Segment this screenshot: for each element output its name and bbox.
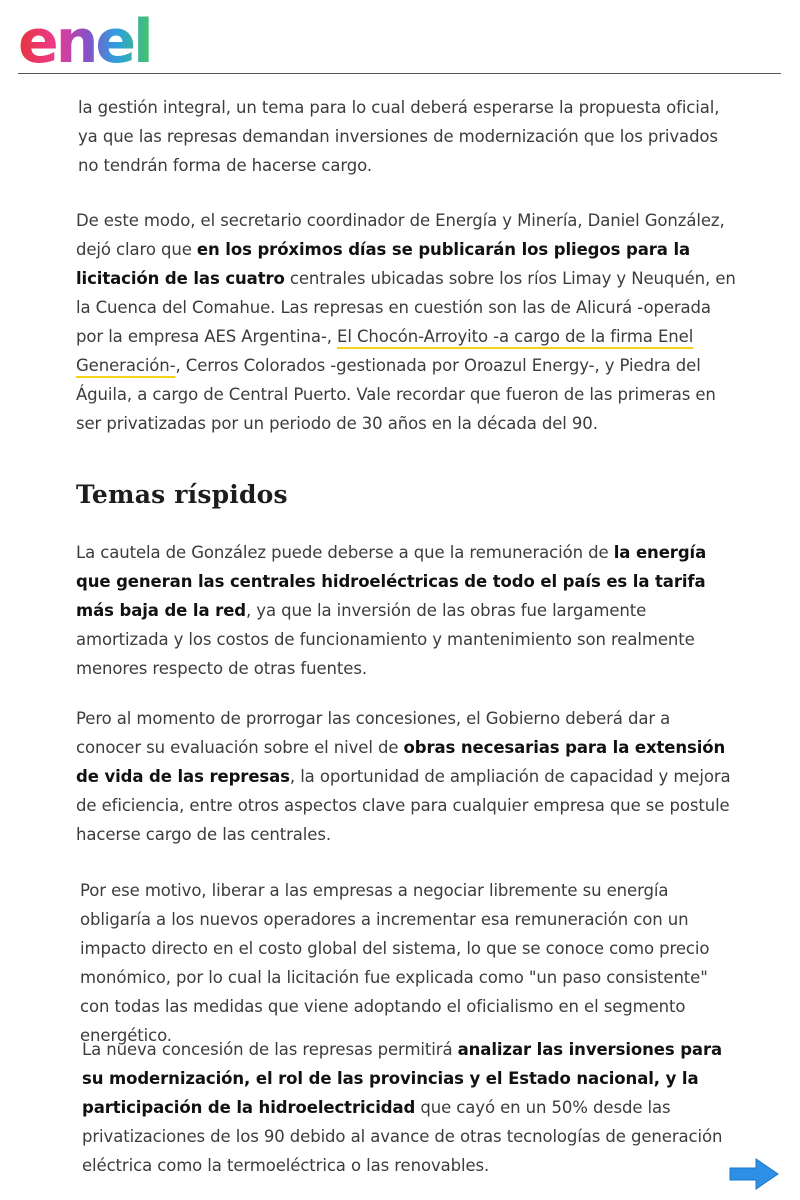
paragraph-text: La nueva concesión de las represas permitirá <box>82 1040 458 1059</box>
paragraph-text: , Cerros Colorados -gestionada por Oroazul Energy-, y Piedra del Águila, a cargo de Central Puerto. Vale recordar que fueron de las primeras en ser privatizadas por un periodo de 30 años en la década del 90. <box>76 356 716 433</box>
arrow-right-icon[interactable] <box>728 1156 780 1192</box>
paragraph-text: que cayó en un 50% desde las privatizaciones de los 90 debido al avance de otras tecnologías de generación eléctrica como la termoeléctrica o las renovables. <box>82 1098 723 1175</box>
bold-text: en los próximos días se publicarán los pliegos para la licitación de las cuatro <box>76 240 691 288</box>
header <box>0 0 800 76</box>
enel-logo[interactable] <box>16 6 172 68</box>
article-paragraph-5 <box>82 1035 746 1180</box>
article-paragraph-3 <box>76 704 736 849</box>
highlighted-text: El Chocón-Arroyito -a cargo de la firma Enel Generación- <box>76 327 694 375</box>
paragraph-text: Pero al momento de prorrogar las concesiones, el Gobierno deberá dar a conocer su evaluación sobre el nivel de <box>76 709 671 757</box>
logo-wordmark: enel <box>18 7 151 68</box>
article-paragraph-1 <box>76 206 736 438</box>
bold-text: obras necesarias para la extensión de vida de las represas <box>76 738 726 786</box>
paragraph-text: La cautela de González puede deberse a que la remuneración de <box>76 543 614 562</box>
section-heading: Temas ríspidos <box>76 480 288 509</box>
header-divider <box>18 73 781 74</box>
article-paragraph-2 <box>76 538 736 683</box>
article-paragraph-0: la gestión integral, un tema para lo cual deberá esperarse la propuesta oficial, ya que las represas demandan inversiones de modernización que los privados no tendrán forma de hacerse cargo. <box>78 98 720 175</box>
paragraph-text: , ya que la inversión de las obras fue largamente amortizada y los costos de funcionamiento y mantenimiento son realmente menores respecto de otras fuentes. <box>76 601 695 678</box>
bold-text: la energía que generan las centrales hidroeléctricas de todo el país es la tarifa más baja de la red <box>76 543 707 620</box>
bold-text: analizar las inversiones para su modernización, el rol de las provincias y el Estado nacional, y la participación de la hidroelectricidad <box>82 1040 723 1117</box>
paragraph-text: , la oportunidad de ampliación de capacidad y mejora de eficiencia, entre otros aspectos clave para cualquier empresa que se postule hacerse cargo de las centrales. <box>76 767 731 844</box>
paragraph-text: De este modo, el secretario coordinador de Energía y Minería, Daniel González, dejó claro que <box>76 211 725 259</box>
paragraph-text: centrales ubicadas sobre los ríos Limay y Neuquén, en la Cuenca del Comahue. Las represas en cuestión son las de Alicurá -operada por la empresa AES Argentina-, <box>76 269 736 346</box>
article-paragraph-4: Por ese motivo, liberar a las empresas a negociar libremente su energía obligaría a los nuevos operadores a incrementar esa remuneración con un impacto directo en el costo global del sistema, lo que se conoce como precio monómico, por lo cual la licitación fue explicada como "un paso consistente" con todas las medidas que viene adoptando el oficialismo en el segmento energético. <box>80 881 710 1045</box>
